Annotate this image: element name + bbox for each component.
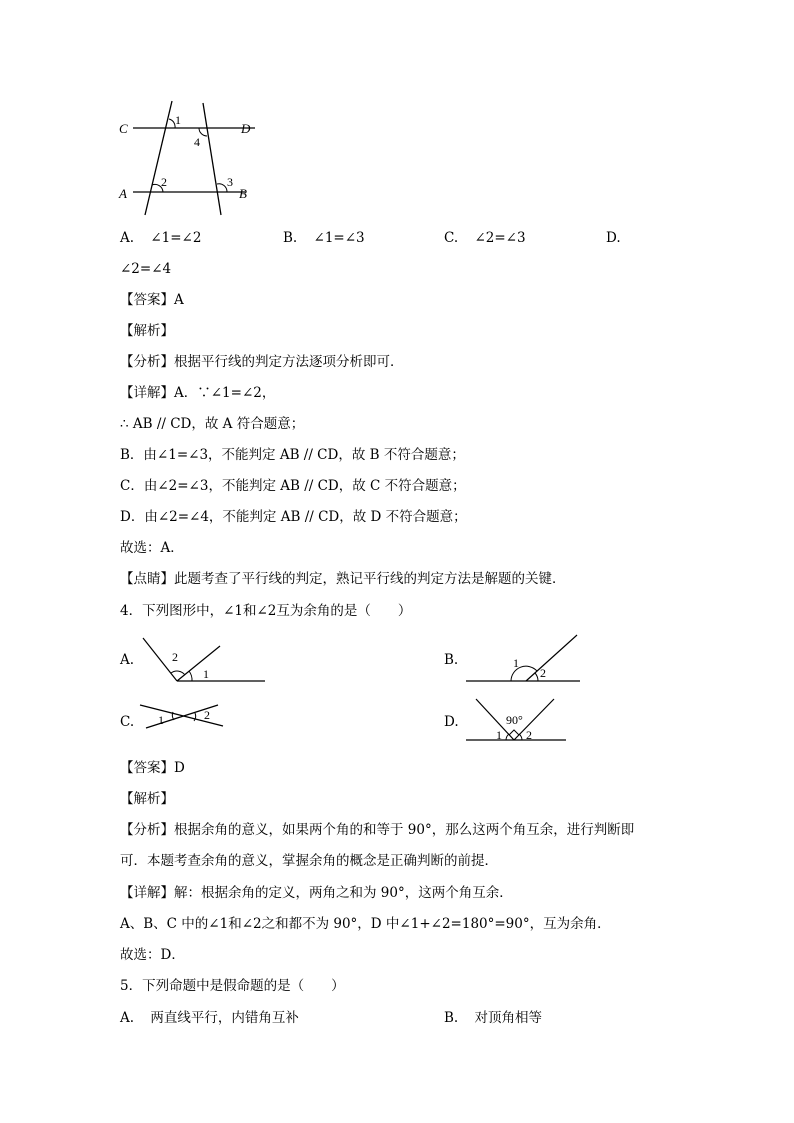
option-text: 两直线平行，内错角互补 xyxy=(150,1010,299,1026)
angle-90-label: 90° xyxy=(506,713,523,727)
q4-detail: 【详解】解：根据余角的定义，两角之和为 90°，这两个角互余． xyxy=(120,885,513,901)
option-text: ∠2=∠3 xyxy=(474,230,526,246)
q4-choose: 故选：D． xyxy=(120,947,185,963)
q3-option-b[interactable] xyxy=(283,229,365,247)
option-text: ∠1=∠3 xyxy=(313,230,365,246)
q3-detail-line: C．由∠2=∠3，不能判定 AB // CD，故 C 不符合题意； xyxy=(120,478,466,494)
angle-4-label: 4 xyxy=(194,135,200,149)
angle-2-label: 2 xyxy=(172,650,178,664)
q3-detail-line: D．由∠2=∠4，不能判定 AB // CD，故 D 不符合题意； xyxy=(120,509,467,525)
q3-detail-line: B．由∠1=∠3，不能判定 AB // CD，故 B 不符合题意； xyxy=(120,447,465,463)
q3-choose: 故选：A． xyxy=(120,540,184,556)
angle-1-label: 1 xyxy=(158,713,164,727)
parallel-lines-figure xyxy=(115,95,265,225)
option-text: ∠1=∠2 xyxy=(150,230,202,246)
label-a: A xyxy=(119,186,127,201)
q4-question: 4．下列图形中，∠1和∠2互为余角的是（ ） xyxy=(120,603,412,619)
q3-comment: 【点睛】此题考查了平行线的判定，熟记平行线的判定方法是解题的关键． xyxy=(120,571,566,587)
option-letter: A. xyxy=(120,230,135,246)
label-c: C xyxy=(119,121,128,136)
q4-answer: 【答案】D xyxy=(120,760,185,776)
q5-option-a[interactable] xyxy=(120,1009,299,1027)
angle-2-label: 2 xyxy=(161,175,167,189)
q3-option-d[interactable] xyxy=(606,229,621,247)
label-d: D xyxy=(241,121,251,136)
angle-1-label: 1 xyxy=(513,656,519,670)
q5-option-b[interactable] xyxy=(444,1009,542,1027)
q3-answer: 【答案】A xyxy=(120,292,184,308)
q4-option-a-letter[interactable]: A. xyxy=(120,652,135,668)
q4-figure-c[interactable] xyxy=(138,700,228,736)
q3-detail-line: 【详解】A．∵∠1=∠2， xyxy=(120,385,276,401)
q4-option-c-letter[interactable]: C. xyxy=(120,714,135,730)
angle-1-label: 1 xyxy=(496,728,502,742)
q3-option-d-text: ∠2=∠4 xyxy=(120,261,172,277)
q3-detail-line: ∴ AB // CD，故 A 符合题意； xyxy=(120,416,305,432)
q4-analysis-cont: 可．本题考查余角的意义，掌握余角的概念是正确判断的前提． xyxy=(120,853,498,869)
q4-figure-b[interactable] xyxy=(463,632,585,688)
q3-option-a[interactable] xyxy=(120,229,201,247)
q5-question: 5．下列命题中是假命题的是（ ） xyxy=(120,978,345,994)
option-text: 对顶角相等 xyxy=(474,1010,543,1026)
q3-analysis-heading: 【解析】 xyxy=(120,323,174,339)
option-letter: D. xyxy=(606,230,621,246)
angle-2-label: 2 xyxy=(540,666,546,680)
q3-analysis: 【分析】根据平行线的判定方法逐项分析即可． xyxy=(120,354,404,370)
q4-figure-d[interactable] xyxy=(464,694,570,744)
option-letter: A. xyxy=(120,1010,135,1026)
angle-1-label: 1 xyxy=(203,667,209,681)
option-letter: B. xyxy=(283,230,298,246)
angle-2-label: 2 xyxy=(526,728,532,742)
q4-option-b-letter[interactable]: B. xyxy=(444,652,459,668)
angle-2-label: 2 xyxy=(204,708,210,722)
label-b: B xyxy=(239,186,247,201)
angle-3-label: 3 xyxy=(227,175,233,189)
option-letter: C. xyxy=(444,230,459,246)
angle-1-label: 1 xyxy=(175,113,181,127)
q4-detail-2: A、B、C 中的∠1和∠2之和都不为 90°，D 中∠1+∠2=180°=90°，互为余角． xyxy=(120,916,611,932)
q4-analysis: 【分析】根据余角的意义，如果两个角的和等于 90°，那么这两个角互余，进行判断即 xyxy=(120,822,635,838)
q4-option-d-letter[interactable]: D. xyxy=(444,714,459,730)
q4-figure-a[interactable] xyxy=(140,632,270,688)
option-letter: B. xyxy=(444,1010,459,1026)
q3-option-c[interactable] xyxy=(444,229,526,247)
q4-analysis-heading: 【解析】 xyxy=(120,791,174,807)
